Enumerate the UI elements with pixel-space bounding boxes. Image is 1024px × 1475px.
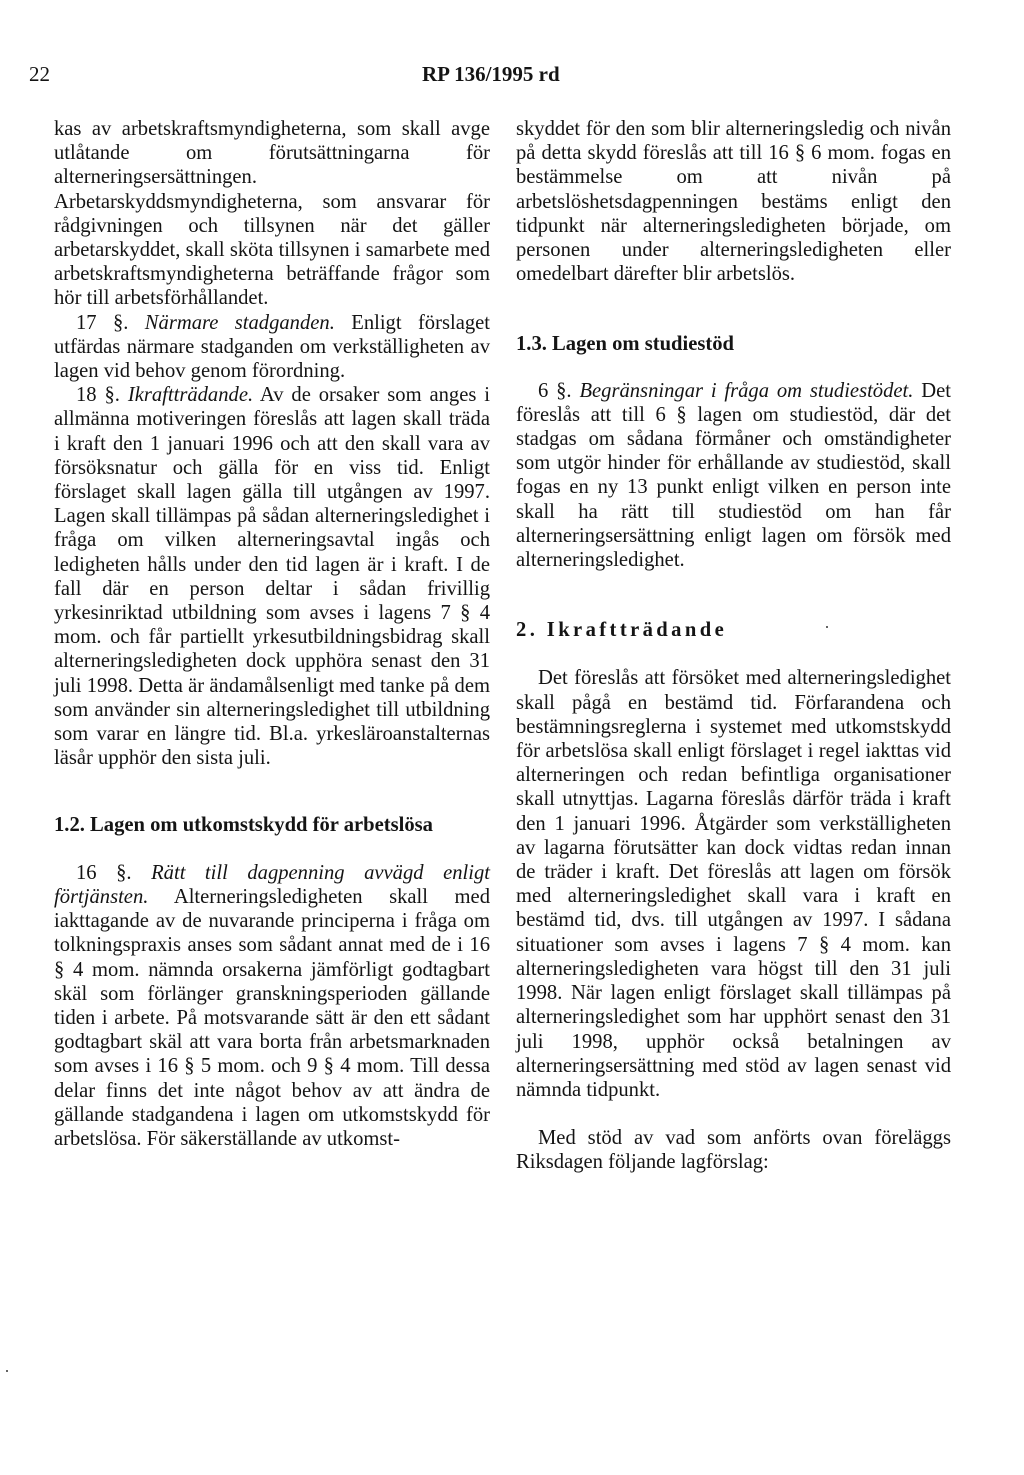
- left-column: [54, 117, 490, 1151]
- section-text: Det föreslås att till 6 § lagen om studiestöd, där det stadgas om sådana förmåner och omständigheter som utgör hinder för erhållande av studiestöd, skall fogas en ny 13 punkt enligt vilken en person inte skall ha rätt till studiestöd om han får alterneringsersättning enligt lagen om försök med alterneringsledighet.: [516, 379, 951, 572]
- right-column: [516, 117, 951, 1175]
- paragraph-17: [54, 311, 490, 384]
- section-title: Ikraftträdande.: [127, 384, 254, 407]
- paragraph-continued: kas av arbetskraftsmyndigheterna, som skall avge utlåtande om förutsättningarna för alterneringsersättningen. Arbetarskyddsmyndigheterna, som ansvarar för rådgivningen och tillsynen när det gäller arbetarskyddet, skall sköta tillsynen i samarbete med arbetskraftsmyndigheterna beträffande frågor som hör till arbetsförhållandet.: [54, 118, 490, 310]
- section-number: 18 §.: [76, 384, 120, 407]
- paragraph-6: [516, 379, 951, 573]
- page-number: 22: [29, 62, 50, 86]
- section-title: Närmare stadganden.: [144, 311, 335, 334]
- section-number: 17 §.: [76, 311, 129, 334]
- paragraph-ikrafttradande: Det föreslås att försöket med alterneringsledighet skall pågå en bestämd tid. Förfarandena och bestämningsreglerna i systemet med utkomstskydd för arbetslösa skall enligt förslaget i regel iakttas vid alterneringen och redan befintliga organisationer skall utnyttjas. Lagarna föreslås därför träda i kraft den 1 januari 1996. Åtgärder som verkställigheten av lagarna förutsätter kan dock vidtas redan innan de träder i kraft. Det föreslås att lagen om försök med alterneringsledighet skall vara i kraft en bestämd tid, dvs. till utgången av 1997. I sådana situationer som avses i lagens 7 § 4 mom. kan alterneringsledigheten vara högst till den 31 juli 1998. När lagen enligt förslaget skall tillämpas på alterneringsledighet som har upphört senast den 31 juli 1998, upphör också betalningen av alterneringsersättning med stöd av lagen senast vid nämnda tidpunkt.: [516, 667, 951, 1101]
- scan-speck: [826, 626, 828, 628]
- section-heading-2: 2. Ikraftträdande: [516, 619, 728, 642]
- paragraph-16: [54, 861, 490, 1151]
- paragraph-18: [54, 383, 490, 770]
- running-title: RP 136/1995 rd: [422, 62, 560, 86]
- section-title: Begränsningar i fråga om studiestödet.: [579, 379, 914, 402]
- scan-speck: [6, 1370, 8, 1372]
- section-text: Enligt förslaget utfärdas närmare stadganden om verkställigheten av lagen vid behov genom förordning.: [54, 311, 490, 383]
- paragraph-continued: skyddet för den som blir alterneringsledig och nivån på detta skydd föreslås att till 16 § 6 mom. fogas en bestämmelse om att nivån på arbetslöshetsdagpenningen bestäms enligt den tidpunkt när alterneringsledigheten började, om personen under alterneringsledigheten eller omedelbart därefter blir arbetslös.: [516, 118, 951, 286]
- section-text: Alterneringsledigheten skall med iakttagande av de nuvarande principerna i fråga om tolkningspraxis anses som sådant annat med de i 16 § 4 mom. nämnda orsakerna jämförligt godtagbart skäl som förlänger granskningsperioden gällande tiden i arbete. På motsvarande sätt är den ett sådant godtagbart skäl att vara borta från arbetsmarknaden som avses i 16 § 5 mom. och 9 § 4 mom. Till dessa delar finns det inte något behov av att ändra de gällande stadgandena i lagen om utkomstskydd för arbetslösa. För säkerställande av utkomst-: [54, 885, 490, 1150]
- section-text: Av de orsaker som anges i allmänna motiveringen föreslås att lagen skall träda i kraft den 1 januari 1996 och att den skall vara av försöksnatur och gälla för en viss tid. Enligt förslaget skall lagen gälla till utgången av 1997. Lagen skall tillämpas på sådan alterneringsledighet i fråga om vilken alterneringsavtal ingås och ledigheten hålls under den tid lagen är i kraft. I de fall där en person deltar i sådan frivillig yrkesinriktad utbildning som avses i lagens 7 § 4 mom. och får partiellt yrkesutbildningsbidrag skall alterneringsledigheten dock upphöra senast den 31 juli 1998. Detta är ändamålsenligt med tanke på dem som använder sin alterneringsledighet till utbildning som varar en längre tid. Bl.a. yrkesläroanstalternas läsår upphör den sista juli.: [54, 384, 490, 770]
- section-number: 6 §.: [538, 379, 572, 402]
- section-heading-1-2: 1.2. Lagen om utkomstskydd för arbetslösa: [54, 814, 433, 837]
- section-number: 16 §.: [76, 861, 132, 884]
- section-heading-1-3: 1.3. Lagen om studiestöd: [516, 333, 734, 356]
- paragraph-closing: Med stöd av vad som anförts ovan föreläggs Riksdagen följande lagförslag:: [516, 1127, 951, 1174]
- section-title: Rätt till dagpenning avvägd enligt förtjänsten.: [54, 861, 490, 908]
